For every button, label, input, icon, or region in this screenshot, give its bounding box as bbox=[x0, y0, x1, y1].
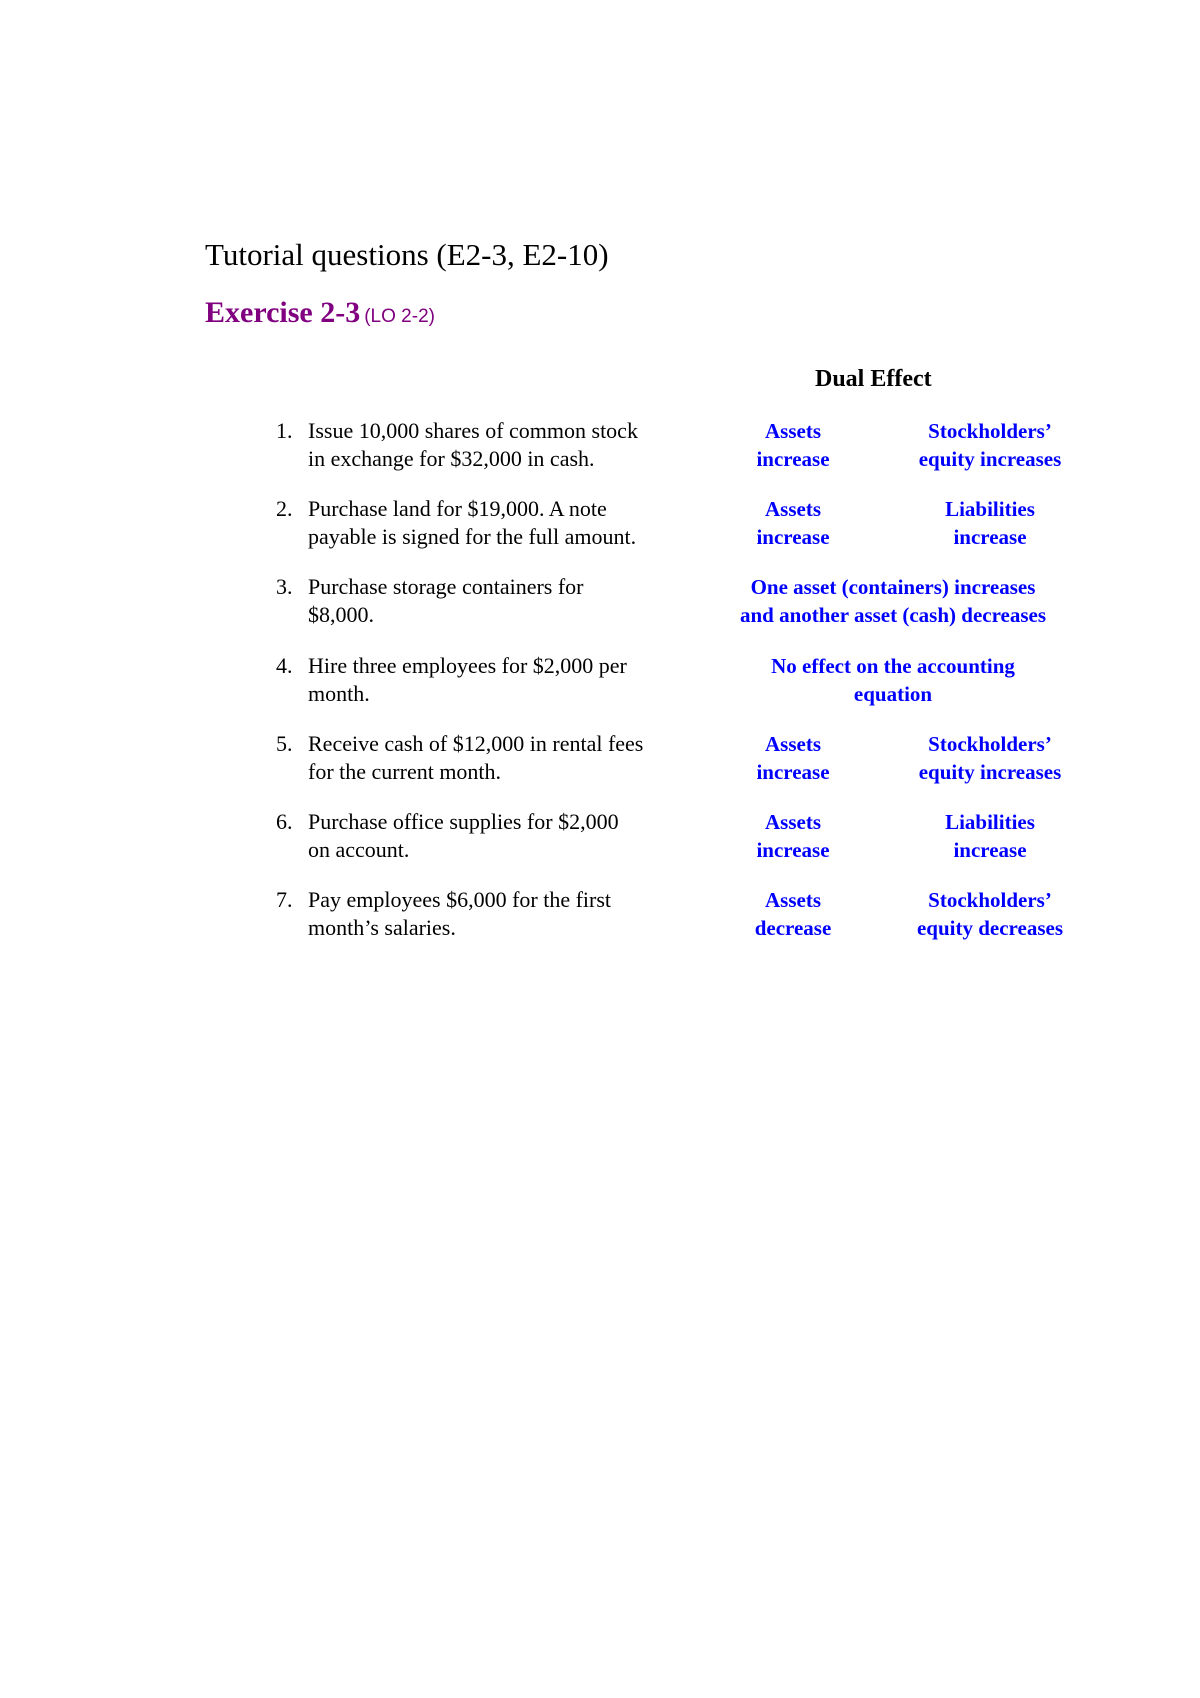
effect-line: Assets bbox=[765, 497, 821, 521]
dual-effect-header: Dual Effect bbox=[815, 366, 932, 392]
item-description bbox=[308, 573, 698, 629]
item-description-line: Receive cash of $12,000 in rental fees bbox=[308, 731, 644, 756]
item-description bbox=[308, 886, 698, 942]
list-item bbox=[0, 573, 1200, 633]
effect-line: increase bbox=[756, 525, 830, 549]
asset-effect bbox=[728, 808, 858, 864]
effect-line: Assets bbox=[765, 810, 821, 834]
combined-effect bbox=[693, 652, 1093, 708]
exercise-heading bbox=[205, 292, 435, 339]
list-item bbox=[0, 730, 1200, 790]
effect-line: Liabilities bbox=[945, 810, 1035, 834]
effect-line: Assets bbox=[765, 419, 821, 443]
list-item bbox=[0, 808, 1200, 868]
effect-line: equation bbox=[853, 682, 933, 706]
item-description-line: month’s salaries. bbox=[308, 915, 456, 940]
equity-effect bbox=[890, 417, 1090, 473]
item-description bbox=[308, 495, 698, 551]
effect-line: Assets bbox=[765, 732, 821, 756]
effect-line: Assets bbox=[765, 888, 821, 912]
item-description bbox=[308, 808, 698, 864]
item-number: 4. bbox=[276, 653, 293, 678]
effect-line: Stockholders’ bbox=[928, 888, 1052, 912]
effect-line: Stockholders’ bbox=[928, 419, 1052, 443]
list-item bbox=[0, 652, 1200, 712]
item-description-line: in exchange for $32,000 in cash. bbox=[308, 446, 595, 471]
item-description bbox=[308, 417, 698, 473]
item-number: 1. bbox=[276, 418, 293, 443]
asset-effect bbox=[728, 495, 858, 551]
item-description-line: payable is signed for the full amount. bbox=[308, 524, 637, 549]
item-description-line: $8,000. bbox=[308, 602, 374, 627]
exercise-learning-objective: (LO 2-2) bbox=[364, 306, 435, 327]
combined-effect bbox=[693, 573, 1093, 629]
effect-line: Stockholders’ bbox=[928, 732, 1052, 756]
effect-line: equity increases bbox=[918, 760, 1062, 784]
page-title: Tutorial questions (E2-3, E2-10) bbox=[205, 237, 609, 272]
item-description-line: on account. bbox=[308, 837, 410, 862]
item-description-line: Purchase storage containers for bbox=[308, 574, 584, 599]
liability-effect bbox=[890, 495, 1090, 551]
item-description-line: for the current month. bbox=[308, 759, 502, 784]
item-number: 5. bbox=[276, 731, 293, 756]
asset-effect bbox=[728, 417, 858, 473]
effect-line: and another asset (cash) decreases bbox=[739, 603, 1047, 627]
list-item bbox=[0, 417, 1200, 477]
effect-line: equity increases bbox=[918, 447, 1062, 471]
item-description-line: Purchase office supplies for $2,000 bbox=[308, 809, 619, 834]
item-description bbox=[308, 730, 698, 786]
equity-effect bbox=[890, 730, 1090, 786]
exercise-name: Exercise 2-3 bbox=[205, 296, 361, 329]
item-description-line: Purchase land for $19,000. A note bbox=[308, 496, 607, 521]
asset-effect bbox=[728, 730, 858, 786]
item-number: 3. bbox=[276, 574, 293, 599]
item-description-line: Hire three employees for $2,000 per bbox=[308, 653, 627, 678]
effect-line: increase bbox=[756, 447, 830, 471]
item-description bbox=[308, 652, 698, 708]
item-description-line: Pay employees $6,000 for the first bbox=[308, 887, 612, 912]
item-number: 7. bbox=[276, 887, 293, 912]
item-description-line: Issue 10,000 shares of common stock bbox=[308, 418, 638, 443]
equity-effect bbox=[890, 886, 1090, 942]
liability-effect bbox=[890, 808, 1090, 864]
effect-line: decrease bbox=[754, 916, 832, 940]
list-item bbox=[0, 495, 1200, 555]
effect-line: No effect on the accounting bbox=[771, 654, 1015, 678]
item-number: 2. bbox=[276, 496, 293, 521]
effect-line: increase bbox=[756, 760, 830, 784]
list-item bbox=[0, 886, 1200, 946]
effect-line: increase bbox=[953, 525, 1027, 549]
effect-line: Liabilities bbox=[945, 497, 1035, 521]
effect-line: One asset (containers) increases bbox=[750, 575, 1036, 599]
item-number: 6. bbox=[276, 809, 293, 834]
item-description-line: month. bbox=[308, 681, 370, 706]
effect-line: increase bbox=[953, 838, 1027, 862]
effect-line: increase bbox=[756, 838, 830, 862]
effect-line: equity decreases bbox=[916, 916, 1063, 940]
asset-effect bbox=[728, 886, 858, 942]
